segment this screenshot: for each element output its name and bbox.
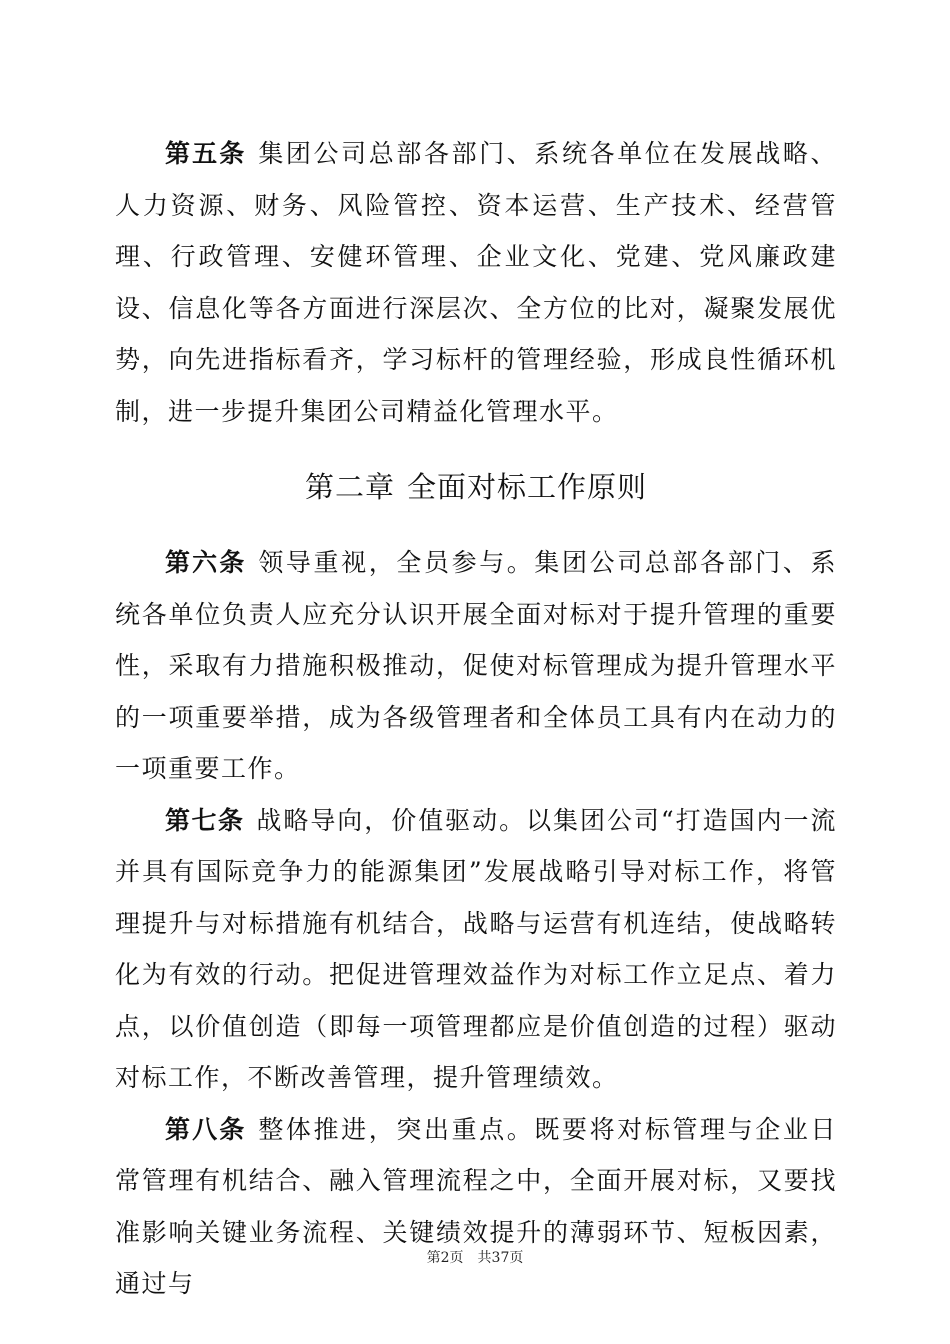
article-label: 第五条	[165, 139, 247, 168]
article-label: 第七条	[165, 805, 245, 835]
article-text: 战略导向，价值驱动。以集团公司“打造国内一流并具有国际竞争力的能源集团”发展战略引导对标工作，将管理提升与对标措施有机结合，战略与运营有机连结，使战略转化为有效的行动。把促进管理效益作为对标工作立足点、着力点，以价值创造（即每一项管理都应是价值创造的过程）驱动对标工作，不断改善管理，提升管理绩效。	[115, 805, 837, 1092]
article-5	[115, 128, 837, 437]
article-label: 第八条	[165, 1114, 247, 1144]
page-footer	[0, 1247, 950, 1267]
article-text: 整体推进，突出重点。既要将对标管理与企业日常管理有机结合、融入管理流程之中，全面开展对标，又要找准影响关键业务流程、关键绩效提升的薄弱环节、短板因素，通过与	[115, 1114, 837, 1298]
chapter-number: 第二章	[304, 470, 395, 504]
page-content	[115, 128, 837, 1310]
chapter-heading	[115, 467, 837, 507]
article-8	[115, 1104, 837, 1310]
article-label: 第六条	[165, 548, 247, 577]
page-number: 第2页	[426, 1250, 464, 1266]
article-text: 集团公司总部各部门、系统各单位在发展战略、人力资源、财务、风险管控、资本运营、生产技术、经营管理、行政管理、安健环管理、企业文化、党建、党风廉政建设、信息化等各方面进行深层次、全方位的比对，凝聚发展优势，向先进指标看齐，学习标杆的管理经验，形成良性循环机制，进一步提升集团公司精益化管理水平。	[115, 139, 837, 426]
article-text: 领导重视，全员参与。集团公司总部各部门、系统各单位负责人应充分认识开展全面对标对于提升管理的重要性，采取有力措施积极推动，促使对标管理成为提升管理水平的一项重要举措，成为各级管理者和全体员工具有内在动力的一项重要工作。	[115, 548, 837, 783]
article-7	[115, 795, 837, 1104]
chapter-title: 全面对标工作原则	[407, 470, 648, 504]
page-total: 共37页	[477, 1250, 524, 1266]
article-6	[115, 537, 837, 795]
